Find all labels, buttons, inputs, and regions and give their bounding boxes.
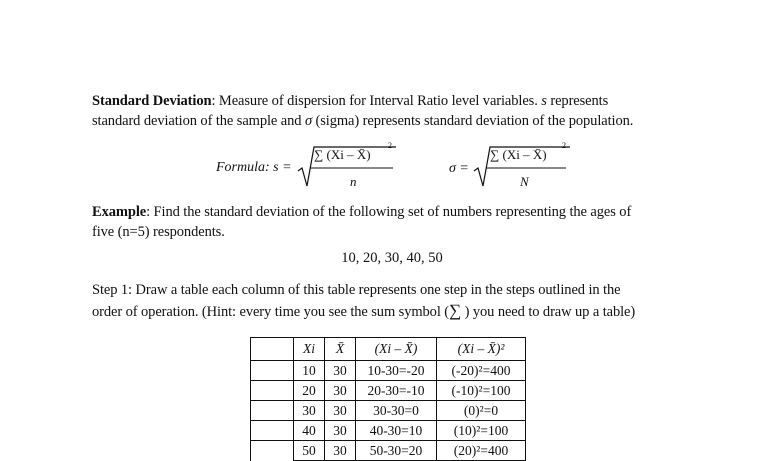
example-text-2: five (n=5) respondents.: [92, 223, 225, 240]
definition-text-2a: standard deviation of the sample and: [92, 112, 305, 129]
formula-label-text: Formula:: [216, 160, 270, 175]
example-numbers: 10, 20, 30, 40, 50: [341, 250, 443, 266]
population-denominator: N: [520, 174, 529, 189]
table-header-row: [251, 338, 526, 361]
definition-paragraph: [92, 92, 702, 131]
cell-squared: (-20)²=400: [437, 361, 526, 381]
cell-mean: 30: [325, 401, 356, 421]
cell-xi: 10: [294, 361, 325, 381]
cell-deviation: 40-30=10: [356, 421, 437, 441]
cell-xi: 30: [294, 401, 325, 421]
cell-deviation: 30-30=0: [356, 401, 437, 421]
blank-cell: [251, 421, 294, 441]
table-row: [251, 421, 526, 441]
cell-mean: 30: [325, 441, 356, 461]
s-symbol: s: [541, 93, 547, 109]
cell-squared: (20)²=400: [437, 441, 526, 461]
step1-line2a: order of operation. (Hint: every time you see the sum symbol (: [92, 303, 450, 320]
sample-lhs: s =: [273, 160, 292, 175]
cell-mean: 30: [325, 361, 356, 381]
header-mean: X̄: [325, 338, 356, 361]
data-table: [250, 337, 526, 461]
cell-deviation: 50-30=20: [356, 441, 437, 461]
definition-text-1b: represents: [546, 93, 609, 109]
sum-symbol: ∑: [449, 300, 462, 320]
definition-term: Standard Deviation: [92, 93, 212, 109]
table-row: [251, 361, 526, 381]
blank-cell: [251, 381, 294, 401]
sample-denominator: n: [350, 174, 357, 189]
header-xi: Xi: [294, 338, 325, 361]
cell-xi: 50: [294, 441, 325, 461]
blank-header-cell: [251, 338, 294, 361]
example-text-1: : Find the standard deviation of the following set of numbers representing the ages of: [146, 204, 632, 220]
cell-xi: 40: [294, 421, 325, 441]
sigma-symbol: σ: [304, 112, 312, 129]
definition-text-1: : Measure of dispersion for Interval Ratio level variables.: [211, 93, 542, 109]
cell-xi: 20: [294, 381, 325, 401]
formula-label: [216, 160, 292, 176]
step1-line1: Step 1: Draw a table each column of this table represents one step in the steps outlined in the: [92, 282, 621, 298]
sample-numerator: ∑ (Xi – X̄): [314, 147, 371, 162]
cell-mean: 30: [325, 421, 356, 441]
example-label: Example: [92, 204, 147, 220]
cell-squared: (0)²=0: [437, 401, 526, 421]
step1-line2b: ) you need to draw up a table): [461, 303, 636, 320]
table-row: [251, 381, 526, 401]
population-exponent: 2: [562, 141, 566, 150]
blank-cell: [251, 361, 294, 381]
example-paragraph: [92, 203, 702, 242]
population-lhs: σ =: [449, 161, 469, 176]
cell-mean: 30: [325, 381, 356, 401]
cell-squared: (10)²=100: [437, 421, 526, 441]
header-deviation: (Xi – X̄): [356, 338, 437, 361]
definition-text-2b: (sigma) represents standard deviation of the population.: [312, 112, 634, 129]
header-squared-deviation: (Xi – X̄)²: [437, 338, 526, 361]
table-row: [251, 401, 526, 421]
table-row: [251, 441, 526, 461]
cell-squared: (-10)²=100: [437, 381, 526, 401]
step1-paragraph: [92, 281, 732, 322]
population-numerator: ∑ (Xi – X̄): [490, 147, 547, 162]
blank-cell: [251, 401, 294, 421]
cell-deviation: 10-30=-20: [356, 361, 437, 381]
cell-deviation: 20-30=-10: [356, 381, 437, 401]
sample-exponent: 2: [388, 141, 392, 150]
blank-cell: [251, 441, 294, 461]
